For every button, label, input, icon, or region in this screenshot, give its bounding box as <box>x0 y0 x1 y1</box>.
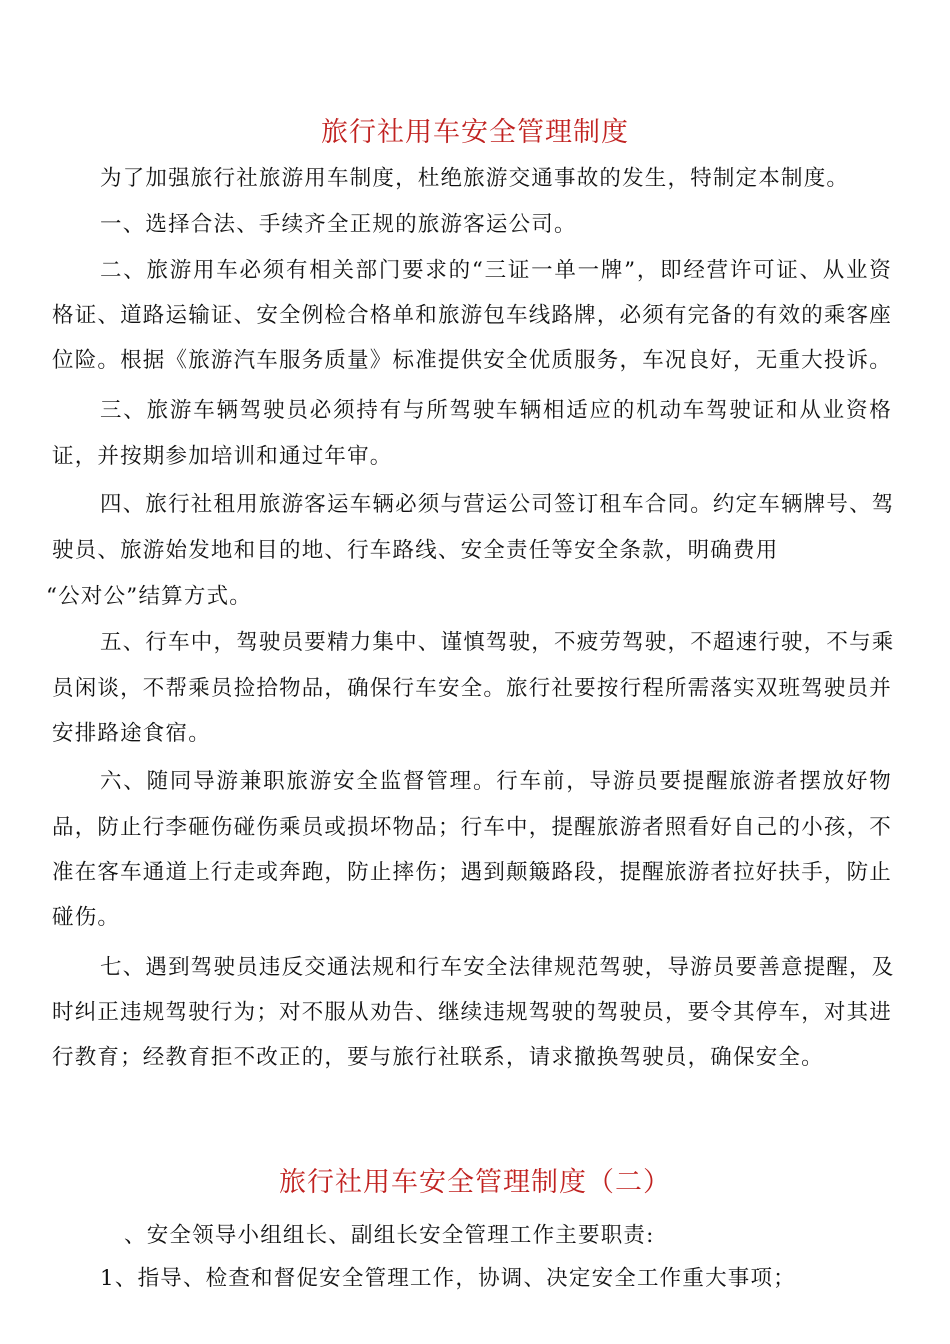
paragraph-item-2-line-2: 格证、道路运输证、安全例检合格单和旅游包车线路牌，必须有完备的有效的乘客座 <box>52 303 892 328</box>
paragraph-item-6-line-3: 准在客车通道上行走或奔跑，防止摔伤；遇到颠簸路段，提醒旅游者拉好扶手，防止 <box>52 860 892 885</box>
paragraph-item-4-line-1: 四、旅行社租用旅游客运车辆必须与营运公司签订租车合同。约定车辆牌号、驾 <box>100 492 895 517</box>
paragraph-item-6-line-4: 碰伤。 <box>52 905 121 930</box>
paragraph-item-6-line-1: 六、随同导游兼职旅游安全监督管理。行车前，导游员要提醒旅游者摆放好物 <box>100 769 892 794</box>
document-title: 旅行社用车安全管理制度 <box>321 117 629 148</box>
paragraph-item-4-line-3: “公对公”结算方式。 <box>46 584 252 609</box>
paragraph-item-2-line-3: 位险。根据《旅游汽车服务质量》标准提供安全优质服务，车况良好，无重大投诉。 <box>52 348 892 373</box>
paragraph-item-7-line-3: 行教育；经教育拒不改正的，要与旅行社联系，请求撤换驾驶员，确保安全。 <box>52 1045 824 1070</box>
paragraph-item-2-line-1: 二、旅游用车必须有相关部门要求的“三证一单一牌”，即经营许可证、从业资 <box>100 258 892 283</box>
paragraph-item-7-line-1: 七、遇到驾驶员违反交通法规和行车安全法律规范驾驶，导游员要善意提醒，及 <box>100 955 895 980</box>
section-2-heading: 、安全领导小组组长、副组长安全管理工作主要职责: <box>124 1223 655 1248</box>
paragraph-item-6-line-2: 品，防止行李砸伤碰伤乘员或损坏物品；行车中，提醒旅游者照看好自己的小孩，不 <box>52 815 892 840</box>
paragraph-item-5-line-1: 五、行车中，驾驶员要精力集中、谨慎驾驶，不疲劳驾驶，不超速行驶，不与乘 <box>100 630 895 655</box>
paragraph-item-3-line-1: 三、旅游车辆驾驶员必须持有与所驾驶车辆相适应的机动车驾驶证和从业资格 <box>100 398 892 423</box>
paragraph-item-5-line-2: 员闲谈，不帮乘员捡拾物品，确保行车安全。旅行社要按行程所需落实双班驾驶员并 <box>52 676 892 701</box>
paragraph-item-7-line-2: 时纠正违规驾驶行为；对不服从劝告、继续违规驾驶的驾驶员，要令其停车，对其进 <box>52 1000 892 1025</box>
paragraph-item-4-line-2: 驶员、旅游始发地和目的地、行车路线、安全责任等安全条款，明确费用 <box>52 538 779 563</box>
paragraph-intro: 为了加强旅行社旅游用车制度，杜绝旅游交通事故的发生，特制定本制度。 <box>100 166 850 191</box>
paragraph-item-1: 一、选择合法、手续齐全正规的旅游客运公司。 <box>100 212 577 237</box>
paragraph-item-3-line-2: 证，并按期参加培训和通过年审。 <box>52 444 393 469</box>
section-2-item-1: 1、指导、检查和督促安全管理工作，协调、决定安全工作重大事项； <box>100 1266 796 1291</box>
section-2-title: 旅行社用车安全管理制度（二） <box>279 1167 671 1198</box>
paragraph-item-5-line-3: 安排路途食宿。 <box>52 721 211 746</box>
